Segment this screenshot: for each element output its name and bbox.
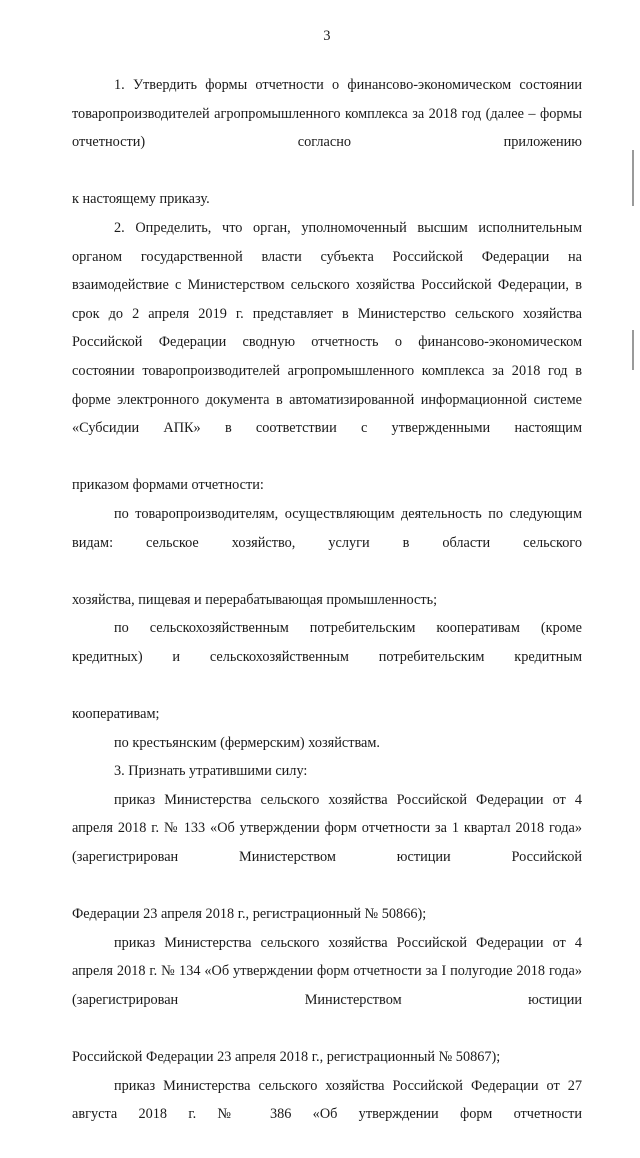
paragraph: кооперативам; — [72, 706, 160, 723]
paragraph: 2. Определить, что орган, уполномоченный высшим исполнительным органом государственной власти субъекта Российской Федерации на взаимодействие с Министерством сельского хозяйства Российской Федерации, в срок до 2 апреля 2019 г. представляет в Министерство сельского хозяйства Российской Федерации сводную отчетность о финансово-экономическом состоянии товаропроизводителей агропромышленного комплекса за 2018 год в форме электронного документа в автоматизированной информационной системе «Субсидии АПК» в соответствии с утвержденными настоящим — [72, 219, 582, 437]
paragraph: к настоящему приказу. — [72, 191, 210, 208]
paragraph: Федерации 23 апреля 2018 г., регистрационный № 50866); — [72, 906, 427, 923]
paragraph: 1. Утвердить формы отчетности о финансово-экономическом состоянии товаропроизводителей агропромышленного комплекса за 2018 год (далее – формы отчетности) согласно приложению — [72, 77, 582, 151]
document-body — [72, 71, 582, 1158]
paragraph: Российской Федерации 23 апреля 2018 г., регистрационный № 50867); — [72, 1049, 501, 1066]
paragraph: по крестьянским (фермерским) хозяйствам. — [114, 734, 380, 751]
paragraph: приказ Министерства сельского хозяйства Российской Федерации от 4 апреля 2018 г. № 133 «Об утверждении форм отчетности за 1 квартал 2018 года» (зарегистрирован Министерством юстиции Российской — [72, 791, 582, 866]
paragraph: приказ Министерства сельского хозяйства Российской Федерации от 27 августа 2018 г. № 386 «Об утверждении форм отчетности — [72, 1077, 582, 1123]
scan-edge-mark — [632, 150, 634, 206]
paragraph: по сельскохозяйственным потребительским кооперативам (кроме кредитных) и сельскохозяйственным потребительским кредитным — [72, 620, 582, 665]
scan-edge-mark — [632, 330, 634, 370]
paragraph: хозяйства, пищевая и перерабатывающая промышленность; — [72, 591, 438, 608]
page-number: 3 — [323, 28, 331, 44]
paragraph: приказ Министерства сельского хозяйства Российской Федерации от 4 апреля 2018 г. № 134 «Об утверждении форм отчетности за I полугодие 2018 года» (зарегистрирован Министерством юстиции — [72, 934, 582, 1008]
paragraph: 3. Признать утратившими силу: — [114, 763, 308, 780]
paragraph: приказом формами отчетности: — [72, 477, 264, 494]
paragraph: по товаропроизводителям, осуществляющим деятельность по следующим видам: сельское хозяйство, услуги в области сельского — [72, 505, 582, 551]
